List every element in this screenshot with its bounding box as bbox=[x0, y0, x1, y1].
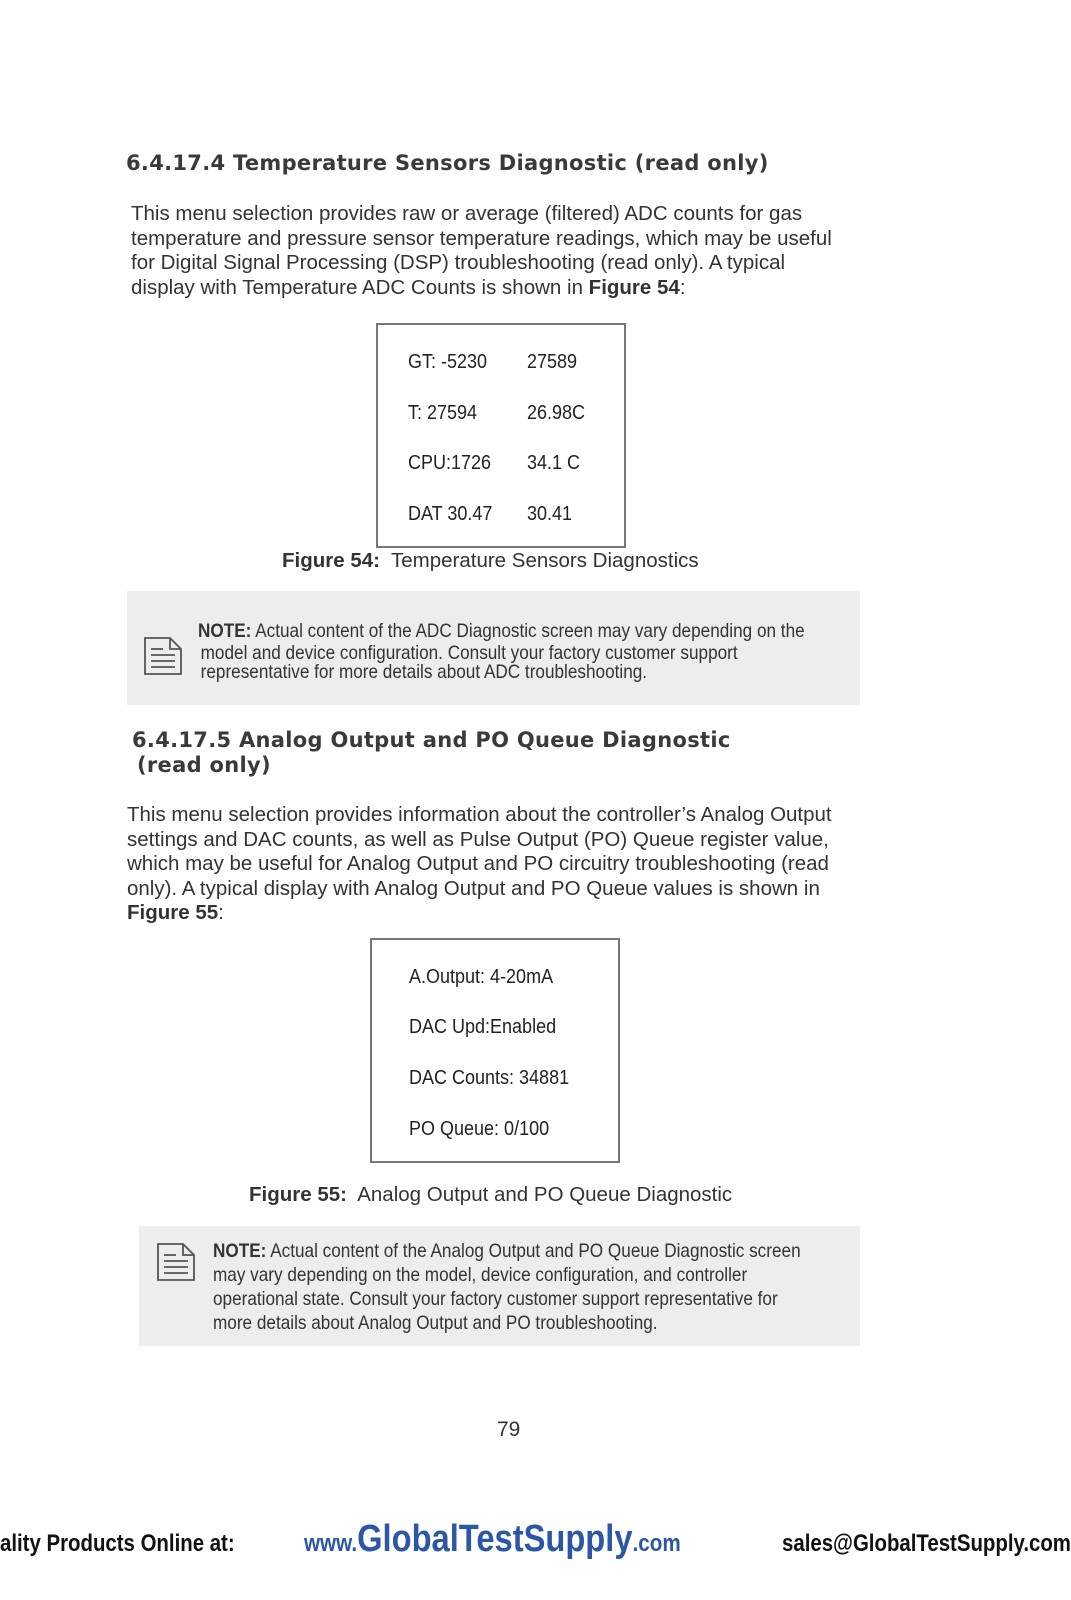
figure-54-caption bbox=[282, 549, 699, 573]
note-line-text: Actual content of the ADC Diagnostic screen may vary depending on the bbox=[255, 620, 805, 642]
heading-line: 6.4.17.5 Analog Output and PO Queue Diagnostic bbox=[132, 728, 731, 752]
paragraph-line: for Digital Signal Processing (DSP) troubleshooting (read only). A typical bbox=[131, 251, 786, 274]
heading-line: (read only) bbox=[137, 753, 271, 777]
caption-label: Figure 55: bbox=[249, 1183, 347, 1206]
paragraph-line: temperature and pressure sensor temperature readings, which may be useful bbox=[131, 226, 832, 250]
note-text bbox=[213, 1239, 801, 1335]
footer-website-link[interactable] bbox=[304, 1518, 681, 1561]
section-2-paragraph bbox=[127, 803, 832, 926]
page-number: 79 bbox=[497, 1418, 521, 1441]
note-box-analog-output bbox=[139, 1226, 860, 1346]
caption-text: Analog Output and PO Queue Diagnostic bbox=[357, 1183, 733, 1206]
paragraph-line: settings and DAC counts, as well as Pulse Output (PO) Queue register value, bbox=[127, 827, 829, 851]
screen-po-queue: PO Queue: 0/100 bbox=[409, 1118, 550, 1140]
caption-text: Temperature Sensors Diagnostics bbox=[391, 549, 699, 572]
screen-t-label: T: 27594 bbox=[408, 402, 478, 424]
section-heading-6-4-17-5 bbox=[132, 728, 731, 778]
paragraph-line bbox=[131, 276, 832, 301]
punctuation: : bbox=[218, 901, 224, 924]
screen-dat-label: DAT 30.47 bbox=[408, 503, 493, 525]
note-line: more details about Analog Output and PO troubleshooting. bbox=[213, 1312, 658, 1334]
section-1-paragraph bbox=[131, 202, 832, 300]
screen-dac-update: DAC Upd:Enabled bbox=[409, 1016, 557, 1038]
figure-54-screen bbox=[376, 323, 626, 548]
figure-reference: Figure 54 bbox=[588, 275, 680, 299]
note-line: may vary depending on the model, device configuration, and controller bbox=[213, 1264, 748, 1286]
note-text bbox=[198, 619, 805, 682]
note-line-text: Actual content of the Analog Output and PO Queue Diagnostic screen bbox=[270, 1240, 801, 1262]
figure-55-caption bbox=[249, 1183, 732, 1207]
note-line: model and device configuration. Consult your factory customer support bbox=[200, 642, 738, 664]
url-prefix: www. bbox=[304, 1530, 358, 1557]
note-label: NOTE: bbox=[213, 1240, 267, 1262]
note-line bbox=[213, 1239, 801, 1263]
screen-gt-value: 27589 bbox=[527, 351, 578, 373]
note-box-adc bbox=[127, 591, 860, 705]
note-line: operational state. Consult your factory customer support representative for bbox=[213, 1288, 778, 1310]
footer-email-link[interactable]: sales@GlobalTestSupply.com bbox=[782, 1530, 1071, 1557]
paragraph-line: which may be useful for Analog Output and PO circuitry troubleshooting (read bbox=[127, 852, 829, 875]
figure-55-screen bbox=[370, 938, 620, 1163]
caption-label: Figure 54: bbox=[282, 549, 380, 572]
paragraph-line: This menu selection provides information about the controller’s Analog Output bbox=[127, 803, 832, 826]
section-heading-6-4-17-4: 6.4.17.4 Temperature Sensors Diagnostic (read only) bbox=[126, 151, 769, 175]
screen-t-value: 26.98C bbox=[527, 402, 586, 424]
paragraph-line: This menu selection provides raw or average (filtered) ADC counts for gas bbox=[131, 202, 803, 225]
paragraph-line bbox=[127, 901, 832, 926]
screen-dac-counts: DAC Counts: 34881 bbox=[409, 1067, 570, 1089]
screen-cpu-value: 34.1 C bbox=[527, 452, 581, 474]
note-line bbox=[198, 619, 805, 644]
screen-gt-label: GT: -5230 bbox=[408, 351, 488, 373]
note-icon bbox=[156, 1242, 196, 1282]
paragraph-text: display with Temperature ADC Counts is shown in bbox=[131, 275, 589, 299]
screen-analog-output: A.Output: 4-20mA bbox=[409, 966, 554, 988]
punctuation: : bbox=[679, 275, 686, 299]
note-label: NOTE: bbox=[198, 620, 252, 642]
note-icon bbox=[143, 636, 183, 676]
screen-cpu-label: CPU:1726 bbox=[408, 452, 492, 474]
footer-tagline: ality Products Online at: bbox=[0, 1530, 235, 1557]
url-suffix: .com bbox=[632, 1530, 681, 1557]
figure-reference: Figure 55 bbox=[127, 901, 219, 924]
url-brand: GlobalTestSupply bbox=[357, 1518, 633, 1560]
screen-dat-value: 30.41 bbox=[527, 503, 573, 525]
paragraph-line: only). A typical display with Analog Output and PO Queue values is shown in bbox=[127, 876, 820, 900]
note-line: representative for more details about ADC troubleshooting. bbox=[200, 661, 648, 683]
